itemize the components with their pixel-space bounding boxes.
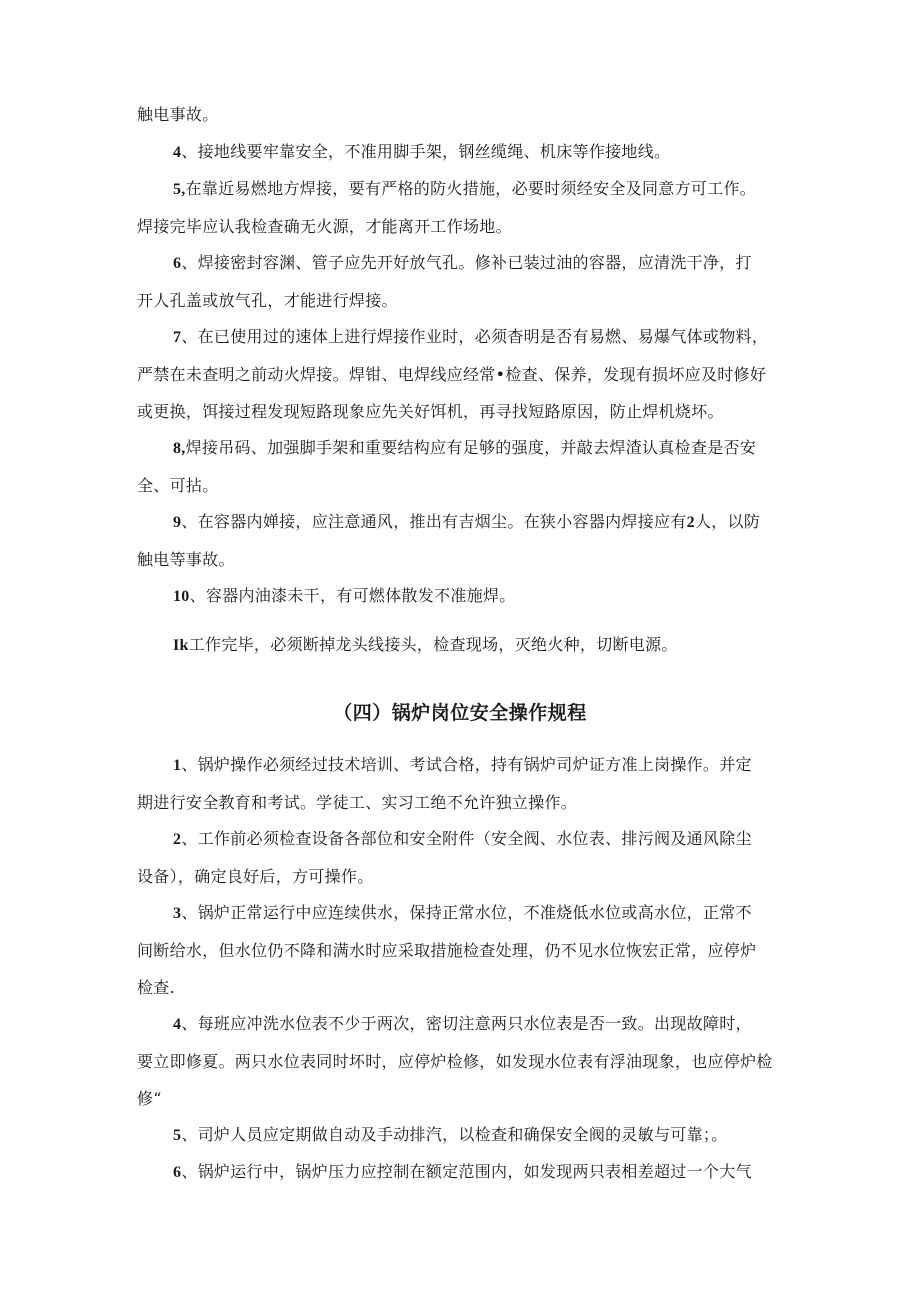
text-line: 4、接地线要牢靠安全，不准用脚手架，钢丝缆绳、机床等作接地线。 (173, 142, 671, 161)
paragraph-item-5 (137, 170, 797, 245)
text-line: 6、锅炉运行中，锅炉压力应控制在额定范围内，如发现两只表相差超过一个大气 (173, 1162, 752, 1181)
paragraph-boiler-item-6 (137, 1153, 797, 1191)
text-line: 6、焊接密封容渊、管子应先开好放气孔。修补已装过油的容器，应清洗干净，打 (173, 253, 752, 272)
paragraph-boiler-item-4 (137, 1005, 797, 1117)
text-line: 全、可拈。 (137, 476, 219, 495)
paragraph-continuation (137, 96, 797, 133)
text-line: 要立即修夏。两只水位表同时坏时，应停炉检修，如发现水位表有浮油现象，也应停炉检 (137, 1052, 773, 1071)
text-line: 4、每班应冲洗水位表不少于两次，密切注意两只水位表是否一致。出现故障时， (173, 1014, 752, 1033)
paragraph-item-9 (137, 503, 797, 578)
paragraph-item-4 (137, 133, 797, 171)
paragraph-item-8 (137, 429, 797, 504)
text-line: 检查. (137, 978, 175, 997)
text-line: 或更换，饵接过程发现短路现象应先关好饵机，再寻找短路原因，防止焊机烧坏。 (137, 402, 724, 421)
paragraph-boiler-item-5 (137, 1116, 797, 1154)
text-line: 8,焊接吊码、加强脚手架和重要结构应有足够的强度，并敲去焊渣认真检查是否安 (173, 438, 757, 457)
text-line: 2、工作前必须检查设备各部位和安全附件（安全阀、水位表、排污阀及通风除尘 (173, 829, 752, 848)
text-line: 9、在容器内婵接，应注意通风，推出有吉烟尘。在狭小容器内焊接应有2人，以防 (173, 512, 761, 531)
text-line: 开人孔盖或放气孔，才能进行焊接。 (137, 291, 398, 310)
text-line: 1、锅炉操作必须经过技术培训、考试合格，持有锅炉司炉证方准上岗操作。并定 (173, 755, 752, 774)
text-line: 触电事故。 (137, 105, 219, 124)
text-line: 7、在已使用过的速体上进行焊接作业时，必须杳明是否有易燃、易爆气体或物料， (173, 327, 769, 346)
paragraph-item-10 (137, 577, 797, 615)
text-line: 设备），确定良好后，方可操作。 (137, 867, 374, 886)
text-line: 10、容器内油漆未干，有可燃体散发不准施焊。 (173, 586, 516, 605)
paragraph-item-7 (137, 318, 797, 430)
paragraph-item-11 (137, 626, 797, 664)
paragraph-boiler-item-1 (137, 746, 797, 821)
text-line: 触电等事故。 (137, 550, 235, 569)
paragraph-boiler-item-2 (137, 820, 797, 895)
text-line: 5,在靠近易燃地方焊接，要有严格的防火措施，必要时须经安全及同意方可工作。 (173, 179, 757, 198)
paragraph-boiler-item-3 (137, 894, 797, 1006)
text-line: 严禁在未查明之前动火焊接。焊钳、电焊线应经常•检查、保养，发现有损坏应及时修好 (137, 365, 767, 384)
text-line: 修“ (137, 1089, 162, 1108)
text-line: 间断给水，但水位仍不降和满水时应采取措施检查处理，仍不见水位恢宏正常，应停炉 (137, 941, 757, 960)
text-line: 焊接完毕应认我检查确无火源，才能离开工作场地。 (137, 217, 512, 236)
section-heading: （四）锅炉岗位安全操作规程 (333, 702, 587, 724)
text-line: Ik工作完毕，必须断掉龙头线接头，检查现场，灭绝火种，切断电源。 (173, 635, 678, 654)
text-line: 5、司炉人员应定期做自动及手动排汽，以检查和确保安全阀的灵敏与可靠；。 (173, 1125, 728, 1144)
text-line: 期进行安全教育和考试。学徒工、实习工绝不允许独立操作。 (137, 793, 578, 812)
paragraph-item-6 (137, 244, 797, 319)
text-line: 3、锅炉正常运行中应连续供水，保持正常水位，不准烧低水位或高水位，正常不 (173, 903, 752, 922)
